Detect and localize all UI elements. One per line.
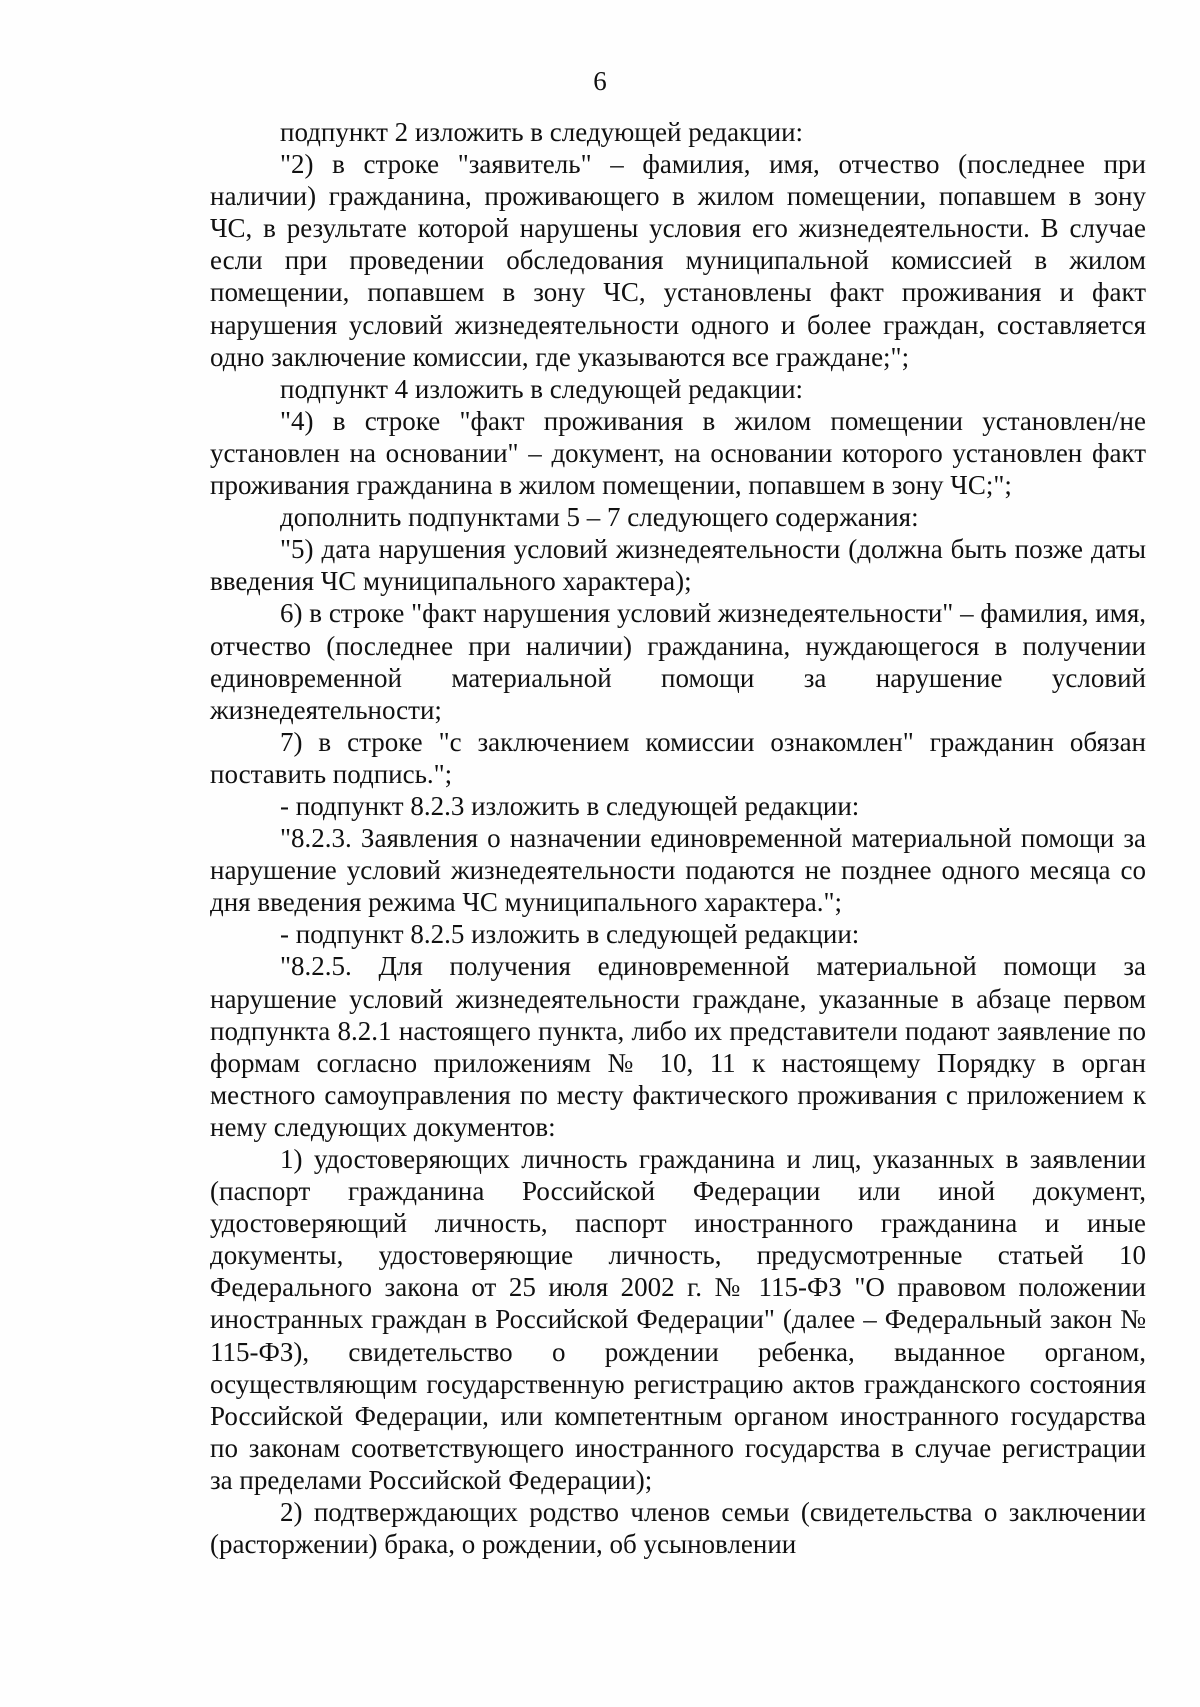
paragraph: - подпункт 8.2.3 изложить в следующей редакции:	[280, 790, 860, 821]
document-body	[210, 116, 1146, 1560]
paragraph: "5) дата нарушения условий жизнедеятельности (должна быть позже даты введения ЧС муниципального характера);	[210, 534, 1146, 597]
paragraph: "8.2.5. Для получения единовременной материальной помощи за нарушение условий жизнедеятельности граждане, указанные в абзаце первом подпункта 8.2.1 настоящего пункта, либо их представители подают заявление по формам согласно приложениям № 10, 11 к настоящему Порядку в орган местного самоуправления по месту фактического проживания с приложением к нему следующих документов:	[210, 951, 1146, 1142]
paragraph: дополнить подпунктами 5 – 7 следующего содержания:	[280, 502, 919, 533]
page-number: 6	[593, 66, 607, 96]
paragraph: "2) в строке "заявитель" – фамилия, имя, отчество (последнее при наличии) гражданина, проживающего в жилом помещении, попавшем в зону ЧС, в результате которой нарушены условия его жизнедеятельности. В случае если при проведении обследования муниципальной комиссией в жилом помещении, попавшем в зону ЧС, установлены факт проживания и факт нарушения условий жизнедеятельности одного и более граждан, составляется одно заключение комиссии, где указываются все граждане;";	[210, 149, 1146, 372]
paragraph: 7) в строке "с заключением комиссии ознакомлен" гражданин обязан поставить подпись.";	[210, 726, 1146, 789]
paragraph: подпункт 4 изложить в следующей редакции:	[280, 373, 804, 404]
paragraph: 2) подтверждающих родство членов семьи (свидетельства о заключении (расторжении) брака, о рождении, об усыновлении	[210, 1497, 1146, 1560]
paragraph: "4) в строке "факт проживания в жилом помещении установлен/не установлен на основании" – документ, на основании которого установлен факт проживания гражданина в жилом помещении, попавшем в зону ЧС;";	[210, 405, 1146, 501]
paragraph: - подпункт 8.2.5 изложить в следующей редакции:	[280, 919, 860, 950]
paragraph: 6) в строке "факт нарушения условий жизнедеятельности" – фамилия, имя, отчество (последнее при наличии) гражданина, нуждающегося в получении единовременной материальной помощи за нарушение условий жизнедеятельности;	[210, 598, 1146, 725]
paragraph: подпункт 2 изложить в следующей редакции:	[280, 117, 804, 147]
paragraph: "8.2.3. Заявления о назначении единовременной материальной помощи за нарушение условий жизнедеятельности подаются не позднее одного месяца со дня введения режима ЧС муниципального характера.";	[210, 823, 1146, 918]
paragraph: 1) удостоверяющих личность гражданина и лиц, указанных в заявлении (паспорт гражданина Российской Федерации или иной документ, удостоверяющий личность, паспорт иностранного гражданина и иные документы, удостоверяющие личность, предусмотренные статьей 10 Федерального закона от 25 июля 2002 г. № 115-ФЗ "О правовом положении иностранных граждан в Российской Федерации" (далее – Федеральный закон № 115-ФЗ), свидетельство о рождении ребенка, выданное органом, осуществляющим государственную регистрацию актов гражданского состояния Российской Федерации, или компетентным органом иностранного государства по законам соответствующего иностранного государства в случае регистрации за пределами Российской Федерации);	[210, 1144, 1146, 1495]
